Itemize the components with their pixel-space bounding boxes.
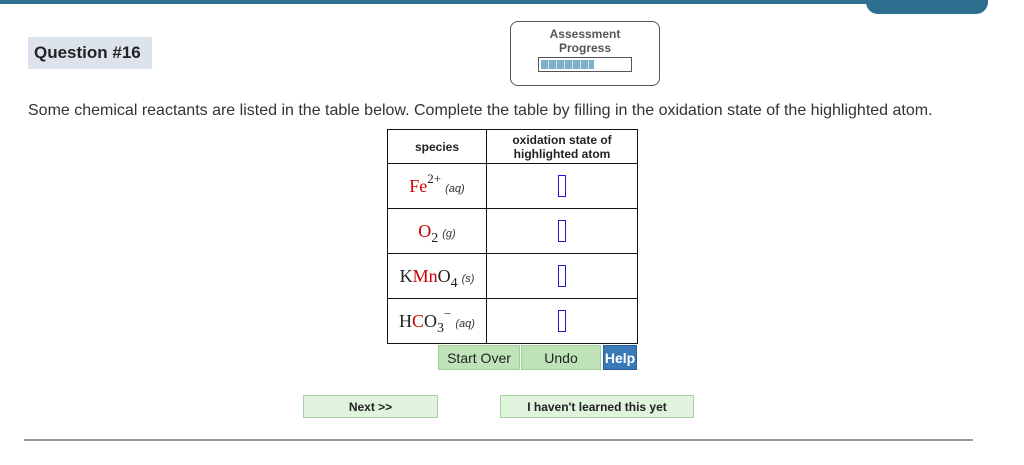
undo-button[interactable]: Undo [521,345,601,370]
progress-fill [541,60,594,69]
species-formula: $O_2$ [418,220,439,246]
progress-label-2: Progress [558,41,612,55]
phase-label: (s) [461,272,475,285]
progress-label-1: Assessment [549,27,621,41]
header-oxidation-state: oxidation state of highlighted atom [487,130,638,164]
table-row [388,164,638,209]
answer-input[interactable] [558,175,566,197]
progress-bar [538,57,632,72]
species-cell [388,209,487,254]
species-cell [388,254,487,299]
top-nav-button[interactable] [866,0,988,14]
answer-cell [487,254,638,299]
instructions-text: Some chemical reactants are listed in the table below. Complete the table by filling in the oxidation state of the highlighted atom. [28,102,933,119]
answer-cell [487,299,638,344]
phase-label: (aq) [445,182,465,195]
phase-label: (g) [442,227,456,240]
table-row [388,299,638,344]
bottom-divider [24,439,973,441]
assessment-progress [510,21,660,86]
species-formula: $HCO_3^-$ [399,305,452,336]
answer-cell [487,164,638,209]
answer-input[interactable] [558,310,566,332]
oxidation-table [387,129,638,344]
answer-input[interactable] [558,265,566,287]
answer-input[interactable] [558,220,566,242]
not-learned-button[interactable]: I haven't learned this yet [500,395,694,418]
start-over-button[interactable]: Start Over [438,345,520,370]
species-cell [388,299,487,344]
species-cell [388,164,487,209]
header-species: species [388,130,487,164]
help-button[interactable]: Help [603,345,637,370]
table-row [388,254,638,299]
table-row [388,209,638,254]
species-formula: KMnO$_4$ [399,265,458,291]
top-border [0,0,880,4]
species-formula: $Fe^{2+}$ [409,170,442,196]
next-button[interactable]: Next >> [303,395,438,418]
question-title: Question #16 [28,37,152,69]
answer-cell [487,209,638,254]
phase-label: (aq) [455,317,475,330]
